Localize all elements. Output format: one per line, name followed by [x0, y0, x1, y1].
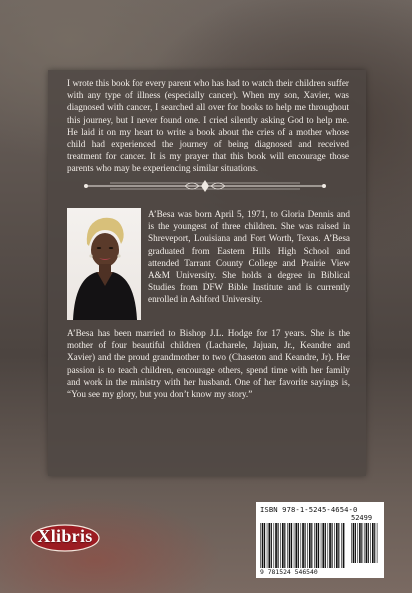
ean-digits: 9 781524 546540 — [260, 568, 318, 576]
publisher-logo — [30, 523, 100, 553]
publisher-logo-text: Xlibris — [37, 526, 93, 546]
author-story-paragraph: I wrote this book for every parent who has had to watch their children suffer with any type of illness (especially cancer). When my son, Xavier, was diagnosed with cancer, I searched all over for books to help me throughout this journey, but I never found one. I cried silently asking God to help me. He laid it on my heart to write a book about the cries of a mother whose child had experienced the journey of being diagnosed and received treatment for cancer. It is my prayer that this book will encourage those parents who may be experiencing similar situations. — [67, 78, 349, 174]
barcode-addon-bars — [351, 523, 379, 563]
ornamental-divider — [80, 178, 330, 194]
isbn-barcode — [256, 502, 384, 578]
barcode-bars — [260, 523, 346, 568]
author-photo — [67, 208, 141, 320]
isbn-number: ISBN 978-1-5245-4654-0 — [260, 505, 358, 514]
price-code: 52499 — [351, 514, 373, 522]
author-bio-paragraph: A’Besa was born April 5, 1971, to Gloria Dennis and is the youngest of three children. She was raised in Shreveport, Louisiana and Fort Worth, Texas. A’Besa graduated from Eastern Hills High School and attended Tarrant County College and Prairie View A&M University. She holds a degree in Biblical Studies from DFW Bible Institute and is currently enrolled in Ashford University. — [148, 209, 350, 305]
author-bio-continued-paragraph: A’Besa has been married to Bishop J.L. Hodge for 17 years. She is the mother of four beautiful children (Lacharele, Jajuan, Jr., Keandre and Xavier) and the proud grandmother to two (Chaseton and Keandre, Jr). Her passion is to teach children, encourage others, spend time with her family and work in the ministry with her husband. One of her favorite sayings is, “You see my glory, but you don’t know my story.” — [67, 328, 350, 400]
